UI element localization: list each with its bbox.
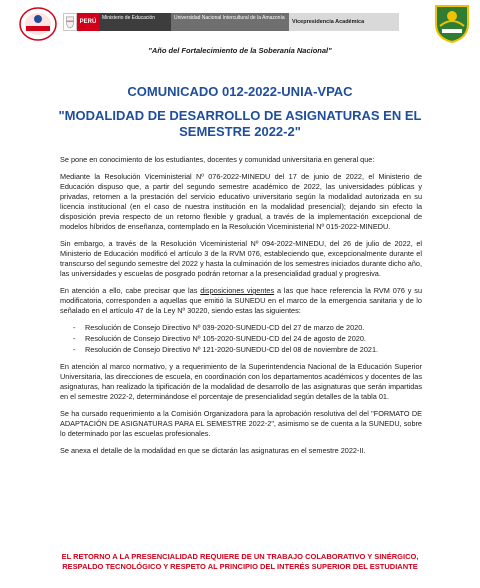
university-label: Universidad Nacional Intercultural de la Amazonía: [171, 13, 289, 31]
year-motto: "Año del Fortalecimiento de la Soberanía Nacional": [148, 46, 332, 55]
communique-body: [60, 155, 422, 463]
paragraph-6: Se anexa el detalle de la modalidad en que se dictarán las asignaturas en el semestre 2022-II.: [60, 446, 366, 455]
communique-number: COMUNICADO 012-2022-UNIA-VPAC: [127, 84, 353, 99]
university-crest-icon: [432, 2, 472, 44]
paragraph-3-start: En atención a ello, cabe precisar que las: [60, 286, 201, 295]
resolution-list: [60, 323, 422, 355]
paragraph-5: Se ha cursado requerimiento a la Comisión Organizadora para la aprobación resolutiva del del "FORMATO DE ADAPTACIÓN DE ASIGNATURAS PARA EL SEMESTRE 2022-2", asimismo se de cuenta a la SUNEDU, sobre lo determinado por las escuelas profesionales.: [60, 409, 422, 438]
paragraph-2: Sin embargo, a través de la Resolución Viceministerial Nº 094-2022-MINEDU, del 26 de julio de 2022, el Ministerio de Educación modificó el artículo 3 de la RVM 076, estableciendo que, excepcionalmente durante el transcurso del segundo semestre del 2022 y hasta la culminación de los semestres iniciados durante dicho año, las universidades y escuelas de posgrado podrán retornar a la presencialidad gradual y progresiva.: [60, 239, 422, 278]
list-item: - Resolución de Consejo Directivo Nº 105-2020-SUNEDU-CD del 24 de agosto de 2020.: [85, 334, 422, 344]
paragraph-3: [60, 286, 422, 316]
ministry-label: Ministerio de Educación: [99, 13, 171, 31]
list-item: - Resolución de Consejo Directivo Nº 121-2020-SUNEDU-CD del 08 de noviembre de 2021.: [85, 345, 422, 355]
letterhead: [0, 0, 480, 44]
peru-label: PERÚ: [77, 13, 99, 31]
list-item: - Resolución de Consejo Directivo Nº 039-2020-SUNEDU-CD del 27 de marzo de 2020.: [85, 323, 422, 333]
peru-shield-icon: [63, 13, 77, 31]
paragraph-1: Mediante la Resolución Viceministerial Nº 076-2022-MINEDU del 17 de junio de 2022, el Ministerio de Educación dispuso que, a partir del segundo semestre académico de 2022, las universidades públicas y privadas, retornen a la prestación del servicio educativo universitario según la modalidad autorizada en su licencia institucional (en el caso de nuestra institución en la modalidad presencial); dejando sin efecto la disposición previa respecto de un retorno flexible y gradual, a través de la implementación excepcional de modelos híbridos de enseñanza, contemplado en la Resolución Viceministerial Nº 015-2022-MINEDU.: [60, 172, 422, 231]
office-label: Vicepresidencia Académica: [289, 13, 399, 31]
current-provisions-link-text: disposiciones vigentes: [200, 286, 275, 295]
intro-paragraph: Se pone en conocimiento de los estudiantes, docentes y comunidad universitaria en general que:: [60, 155, 375, 164]
paragraph-4: En atención al marco normativo, y a requerimiento de la Superintendencia Nacional de la Educación Superior Universitaria, las direcciones de escuela, en coordinación con los departamentos académicos y docentes de las asignaturas, han realizado la tipificación de la modalidad de desarrollo de las asignaturas que serán impartidas en el semestre 2022-2, determinándose el porcentaje de presencialidad según detalles de la tabla 01.: [60, 362, 422, 401]
communique-subject: "MODALIDAD DE DESARROLLO DE ASIGNATURAS EN EL SEMESTRE 2022-2": [58, 108, 422, 139]
closing-statement: EL RETORNO A LA PRESENCIALIDAD REQUIERE DE UN TRABAJO COLABORATIVO Y SINÉRGICO, RESPALDO TECNOLÓGICO Y RESPETO AL PRINCIPIO DEL INTERÉS SUPERIOR DEL ESTUDIANTE: [61, 552, 419, 571]
paragraph-3-end: a las que hace referencia la RVM 076 y su modificatoria, corresponden a aquellas que emitió la SUNEDU en el marco de la emergencia sanitaria y de lo señalado en el artículo 47 de la Ley Nº 30220, siendo estas las siguientes:: [60, 286, 422, 315]
institution-seal-icon: [18, 6, 58, 42]
